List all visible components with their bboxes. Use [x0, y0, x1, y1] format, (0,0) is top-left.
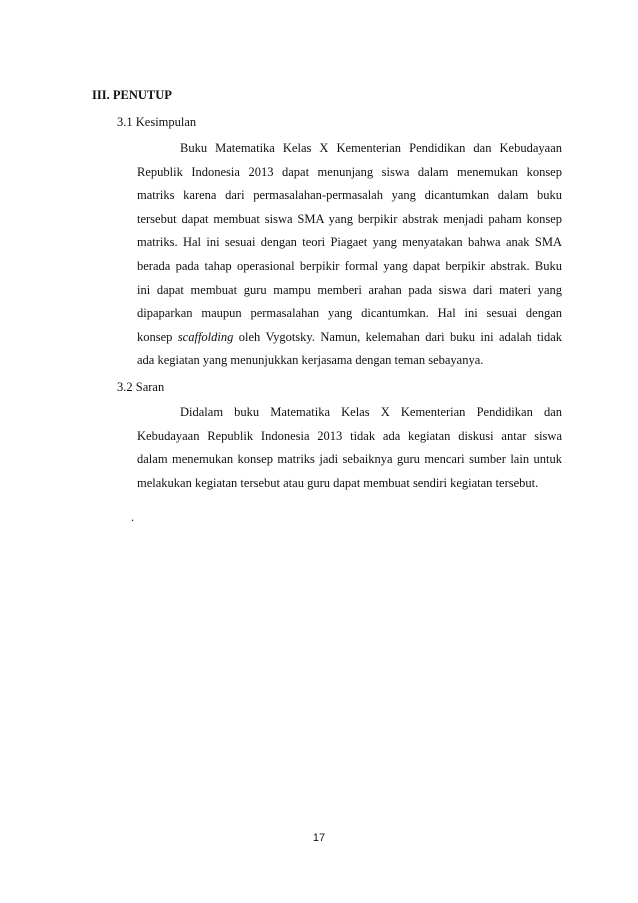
paragraph-line: ini dapat membuat guru mampu memberi arahan pada siswa dari materi yang — [137, 282, 562, 297]
paragraph-line: Didalam buku Matematika Kelas X Kementerian Pendidikan dan — [180, 405, 562, 419]
subsection-heading-kesimpulan: 3.1 Kesimpulan — [117, 115, 197, 129]
italic-term: scaffolding — [177, 329, 234, 344]
paragraph-line: dipaparkan maupun permasalahan yang dicantumkan. Hal ini sesuai dengan — [137, 306, 562, 321]
paragraph-line: Republik Indonesia 2013 dapat menunjang siswa dalam menemukan konsep — [137, 164, 562, 179]
paragraph-line: Kebudayaan Republik Indonesia 2013 tidak ada kegiatan diskusi antar siswa — [137, 428, 562, 443]
paragraph-kesimpulan — [137, 137, 562, 373]
paragraph-line: tersebut dapat membuat siswa SMA yang berpikir abstrak menjadi paham konsep — [137, 211, 562, 226]
line-text: oleh Vygotsky. Namun, kelemahan dari buku ini adalah tidak — [233, 329, 562, 344]
paragraph-line: melakukan kegiatan tersebut atau guru dapat membuat sendiri kegiatan tersebut. — [137, 475, 539, 490]
paragraph-line: berada pada tahap operasional berpikir formal yang dapat berpikir abstrak. Buku — [137, 258, 562, 273]
paragraph-saran — [137, 401, 562, 495]
paragraph-line — [137, 326, 562, 350]
subsection-heading-saran: 3.2 Saran — [117, 380, 165, 394]
paragraph-line: Buku Matematika Kelas X Kementerian Pendidikan dan Kebudayaan — [180, 141, 562, 155]
paragraph-line: matriks karena dari permasalahan-permasalah yang dicantumkan dalam buku — [137, 188, 562, 203]
stray-mark: . — [131, 510, 135, 524]
page-number: 17 — [312, 832, 326, 844]
section-title: III. PENUTUP — [92, 88, 172, 102]
paragraph-line: matriks. Hal ini sesuai dengan teori Piagaet yang menyatakan bahwa anak SMA — [137, 235, 562, 250]
paragraph-line: dalam menemukan konsep matriks jadi sebaiknya guru mencari sumber lain untuk — [137, 452, 562, 467]
paragraph-line: ada kegiatan yang menunjukkan kerjasama dengan teman sebayanya. — [137, 353, 484, 368]
line-text: konsep — [137, 329, 178, 344]
